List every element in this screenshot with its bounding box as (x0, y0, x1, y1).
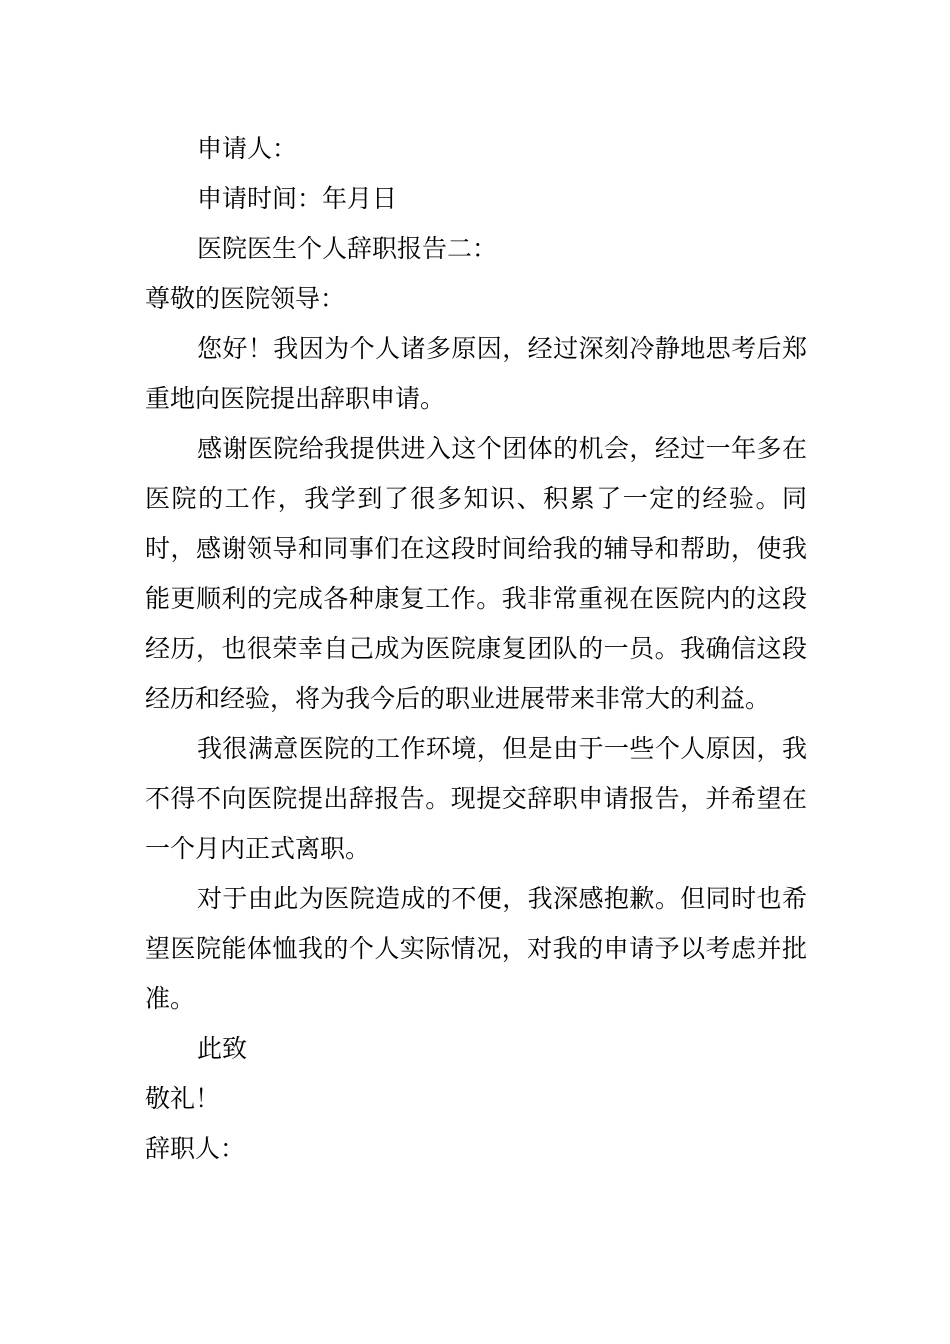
applicant-label: 申请人： (197, 134, 298, 163)
paragraph-thanks: 感谢医院给我提供进入这个团体的机会，经过一年多在医院的工作，我学到了很多知识、积累了一定的经验。同时，感谢领导和同事们在这段时间给我的辅导和帮助，使我能更顺利的完成各种康复工作。我非常重视在医院内的这段经历，也很荣幸自己成为医院康复团队的一员。我确信这段经历和经验，将为我今后的职业进展带来非常大的利益。 (145, 434, 807, 713)
salutation: 尊敬的医院领导： (145, 284, 346, 313)
resigner-label: 辞职人： (145, 1134, 246, 1163)
closing-salute: 敬礼！ (145, 1084, 221, 1113)
paragraph-greeting: 您好！我因为个人诸多原因，经过深刻冷静地思考后郑重地向医院提出辞职申请。 (145, 334, 807, 413)
application-time-label: 申请时间：年月日 (197, 184, 398, 213)
paragraph-reason: 我很满意医院的工作环境，但是由于一些个人原因，我不得不向医院提出辞报告。现提交辞职申请报告，并希望在一个月内正式离职。 (145, 734, 807, 863)
paragraph-apology: 对于由此为医院造成的不便，我深感抱歉。但同时也希望医院能体恤我的个人实际情况，对我的申请予以考虑并批准。 (145, 884, 807, 1013)
section-title: 医院医生个人辞职报告二： (197, 234, 498, 263)
document-body (145, 124, 807, 1174)
closing-phrase: 此致 (197, 1034, 248, 1063)
